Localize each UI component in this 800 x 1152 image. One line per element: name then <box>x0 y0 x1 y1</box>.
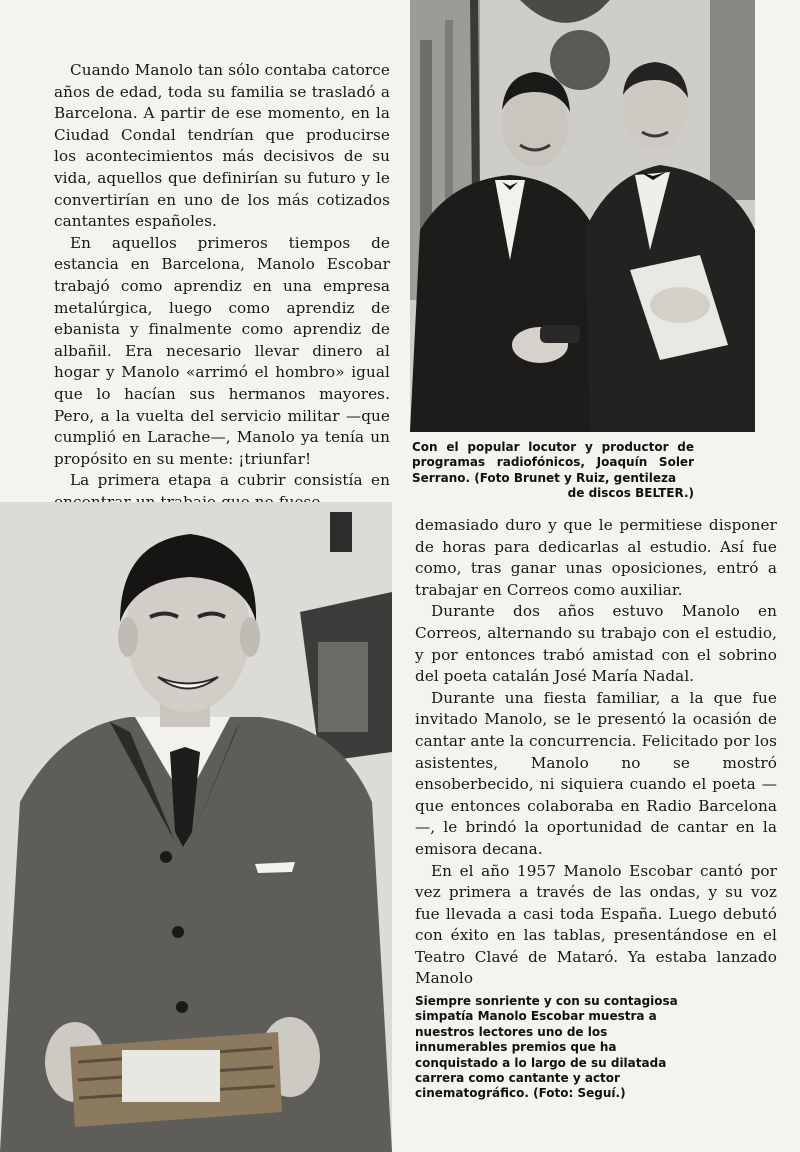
paragraph: Durante dos años estuvo Manolo en Correos, alternando su trabajo con el estudio, y por entonces trabó amistad con el sobrino del poeta catalán José María Nadal. <box>415 602 777 686</box>
caption-top-credit: de discos BELTER.) <box>567 486 694 501</box>
paragraph: En el año 1957 Manolo Escobar cantó por vez primera a través de las ondas, y su voz fue llevada a casi toda España. Luego debutó con éxito en las tablas, presentándose en el Teatro Clavé de Mataró. Ya estaba lanzado Manolo <box>415 861 777 988</box>
photo-two-men-illustration <box>410 0 755 432</box>
paragraph: Cuando Manolo tan sólo contaba catorce años de edad, toda su familia se trasladó a Barcelona. A partir de ese momento, en la Ciudad Condal tendrían que producirse los acontecimientos más decisivos de su vida, aquellos que definirían su futuro y le convertirían en uno de los más cotizados cantantes españoles. <box>54 61 390 231</box>
paragraph: En aquellos primeros tiempos de estancia en Barcelona, Manolo Escobar trabajó como aprendiz en una empresa metalúrgica, luego como aprendiz de ebanista y finalmente como aprendiz de albañil. Era necesario llevar dinero al hogar y Manolo «arrimó el hombro» igual que lo hacían sus hermanos mayores. Pero, a la vuelta del servicio militar —que cumplió en Larache—, Manolo ya tenía un propósito en su mente: ¡triunfar! <box>54 233 390 468</box>
photo-man-with-award <box>0 502 392 1152</box>
paragraph: demasiado duro y que le permitiese disponer de horas para dedicarlas al estudio. Así fue como, tras ganar unas oposiciones, entró a trabajar en Correos como auxiliar. <box>415 516 777 599</box>
paragraph: Durante una fiesta familiar, a la que fue invitado Manolo, se le presentó la ocasión de cantar ante la concurrencia. Felicitado por los asistentes, Manolo no se mostró ensoberbecido, ni siquiera cuando el poeta —que entonces colaboraba en Radio Barcelona—, le brindó la oportunidad de cantar en la emisora decana. <box>415 688 777 858</box>
article-left-column <box>54 60 390 513</box>
article-right-column <box>415 515 777 990</box>
photo-two-men-tuxedos <box>410 0 755 432</box>
caption-top-photo <box>412 440 694 502</box>
paragraph: La primera etapa a cubrir consistía en <box>70 471 390 490</box>
caption-bottom-photo: Siempre sonriente y con su contagiosa simpatía Manolo Escobar muestra a nuestros lectores uno de los innumerables premios que ha conquistado a lo largo de su dilatada carrera como cantante y actor cinematográfico. (Foto: Seguí.) <box>415 994 678 1101</box>
caption-top-text: Con el popular locutor y productor de programas radiofónicos, Joaquín Soler Serrano. (Foto Brunet y Ruiz, gentileza <box>412 440 694 485</box>
photo-man-award-illustration <box>0 502 392 1152</box>
